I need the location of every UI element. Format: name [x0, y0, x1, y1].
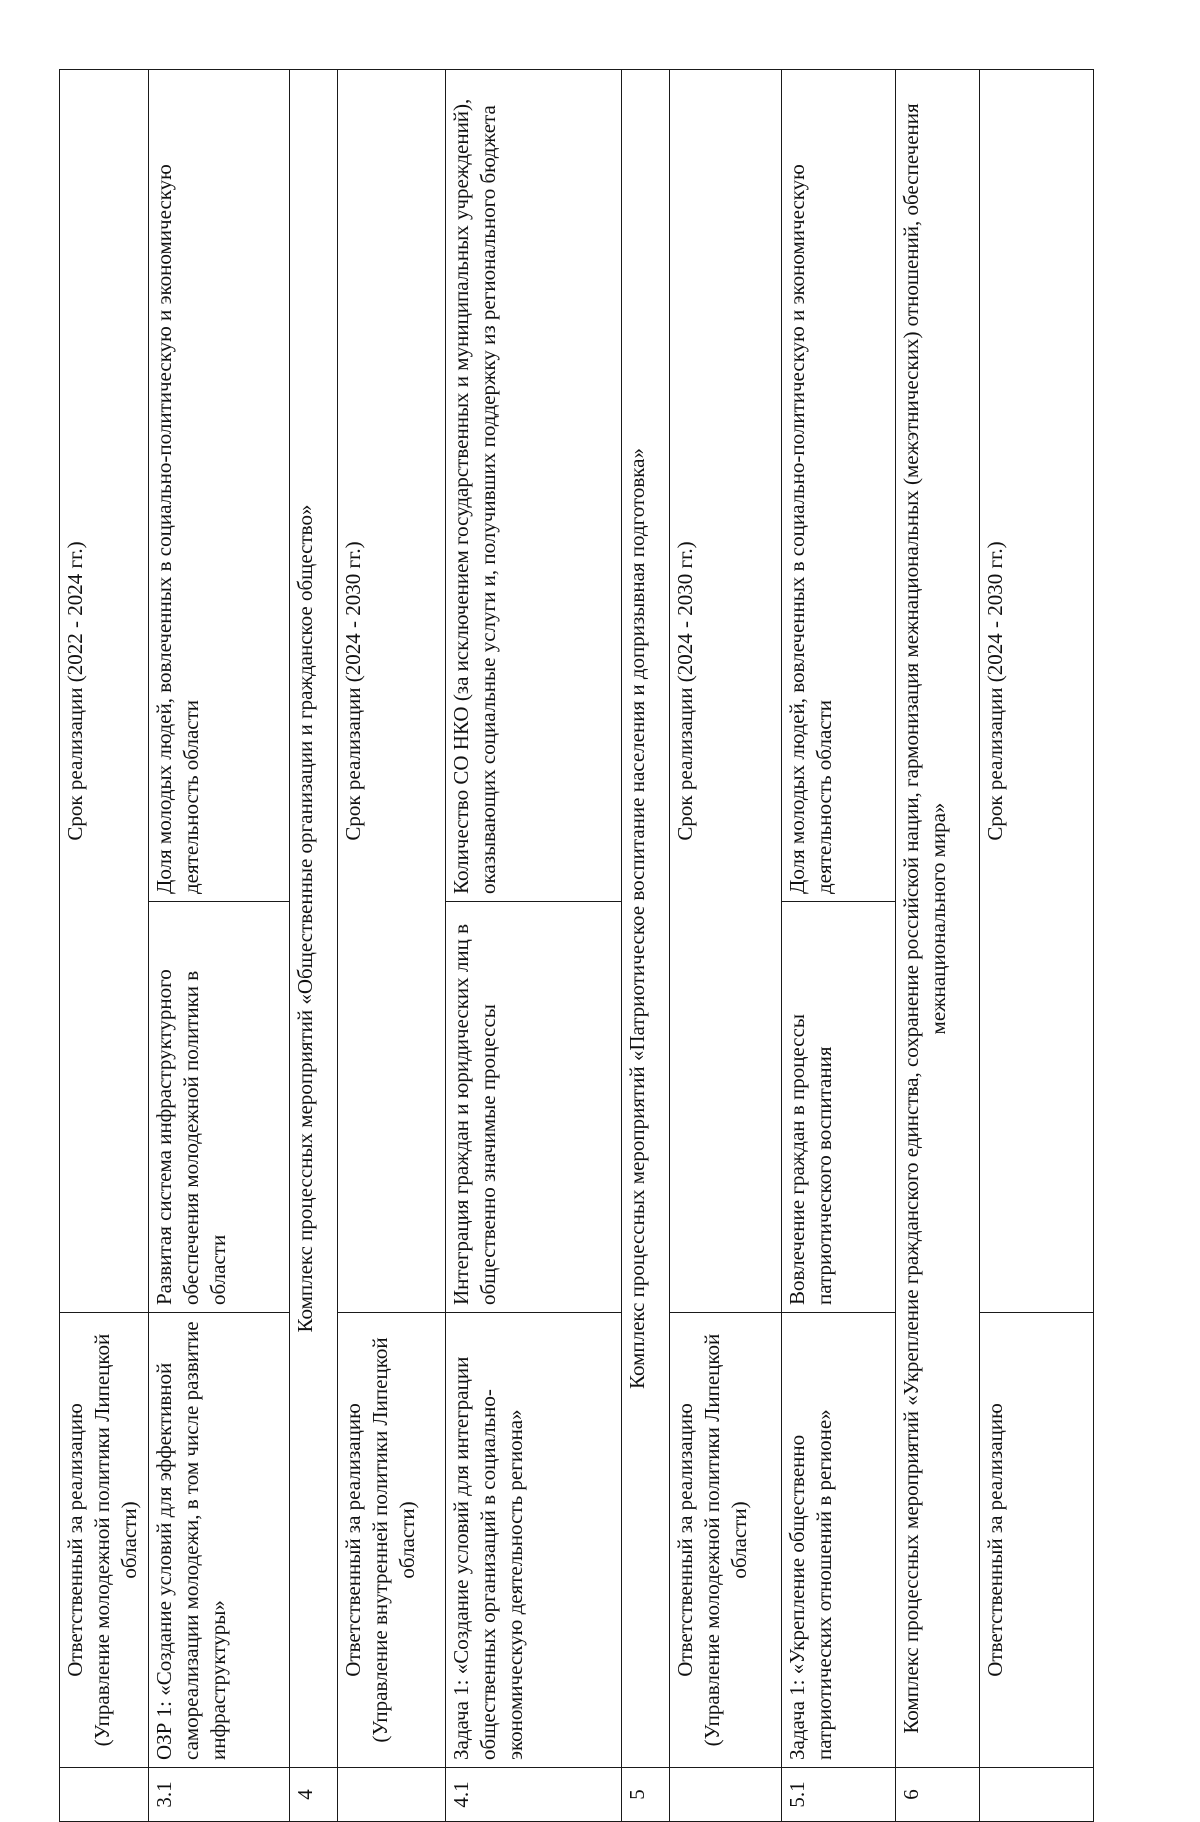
table-row-responsible [980, 70, 1094, 1822]
table-row-task [446, 70, 622, 1822]
complex-title: Комплекс процессных мероприятий «Укрепление гражданского единства, сохранение российской нации, гармонизация межнациональных (межэтнических) отношений, обеспечения межнационального мира» [896, 70, 980, 1768]
effect-cell: Развитая система инфраструктурного обеспечения молодежной политики в области [149, 902, 290, 1313]
term-cell: Срок реализации (2024 - 2030 гг.) [980, 70, 1094, 1313]
responsible-cell [338, 1313, 446, 1768]
responsible-org: (Управление внутренней политики Липецкой области) [367, 1337, 419, 1743]
term-cell: Срок реализации (2024 - 2030 гг.) [338, 70, 446, 1313]
row-number: 5.1 [782, 1768, 896, 1822]
row-number [670, 1768, 782, 1822]
table-row-task [782, 70, 896, 1822]
task-cell: Задача 1: «Укрепление общественно патриотических отношений в регионе» [782, 1313, 896, 1768]
row-number [980, 1768, 1094, 1822]
table-row-responsible [60, 70, 149, 1822]
responsible-org: (Управление молодежной политики Липецкой области) [89, 1333, 141, 1747]
term-cell: Срок реализации (2022 - 2024 гг.) [60, 70, 149, 1313]
row-number: 6 [896, 1768, 980, 1822]
responsible-title: Ответственный за реализацию [673, 1403, 697, 1677]
row-number [60, 1768, 149, 1822]
table-row-complex [290, 70, 338, 1822]
responsible-title: Ответственный за реализацию [341, 1403, 365, 1677]
row-number: 4.1 [446, 1768, 622, 1822]
row-number: 3.1 [149, 1768, 290, 1822]
table-row-responsible [670, 70, 782, 1822]
rotated-table-wrapper [59, 70, 1093, 1822]
task-cell: ОЗР 1: «Создание условий для эффективной самореализации молодежи, в том числе развитие инфраструктуры» [149, 1313, 290, 1768]
responsible-title: Ответственный за реализацию [983, 1403, 1007, 1677]
row-number [338, 1768, 446, 1822]
activities-table [59, 69, 1094, 1822]
indicator-cell: Количество СО НКО (за исключением государственных и муниципальных учреждений), оказывающих социальные услуги и, получивших поддержку из регионального бюджета [446, 70, 622, 902]
row-number: 5 [622, 1768, 670, 1822]
row-number: 4 [290, 1768, 338, 1822]
responsible-cell [670, 1313, 782, 1768]
term-cell: Срок реализации (2024 - 2030 гг.) [670, 70, 782, 1313]
table-row-complex [896, 70, 980, 1822]
responsible-cell [60, 1313, 149, 1768]
complex-title: Комплекс процессных мероприятий «Патриотическое воспитание населения и допризывная подготовка» [622, 70, 670, 1768]
responsible-cell [980, 1313, 1094, 1768]
responsible-org: (Управление молодежной политики Липецкой области) [699, 1333, 751, 1747]
effect-cell: Вовлечение граждан в процессы патриотического воспитания [782, 902, 896, 1313]
responsible-title: Ответственный за реализацию [63, 1403, 87, 1677]
table-row-task [149, 70, 290, 1822]
task-cell: Задача 1: «Создание условий для интеграции общественных организаций в социально-экономическую деятельность региона» [446, 1313, 622, 1768]
table-row-complex [622, 70, 670, 1822]
table-row-responsible [338, 70, 446, 1822]
indicator-cell: Доля молодых людей, вовлеченных в социально-политическую и экономическую деятельность области [149, 70, 290, 902]
complex-title: Комплекс процессных мероприятий «Общественные организации и гражданское общество» [290, 70, 338, 1768]
indicator-cell: Доля молодых людей, вовлеченных в социально-политическую и экономическую деятельность области [782, 70, 896, 902]
effect-cell: Интеграция граждан и юридических лиц в общественно значимые процессы [446, 902, 622, 1313]
